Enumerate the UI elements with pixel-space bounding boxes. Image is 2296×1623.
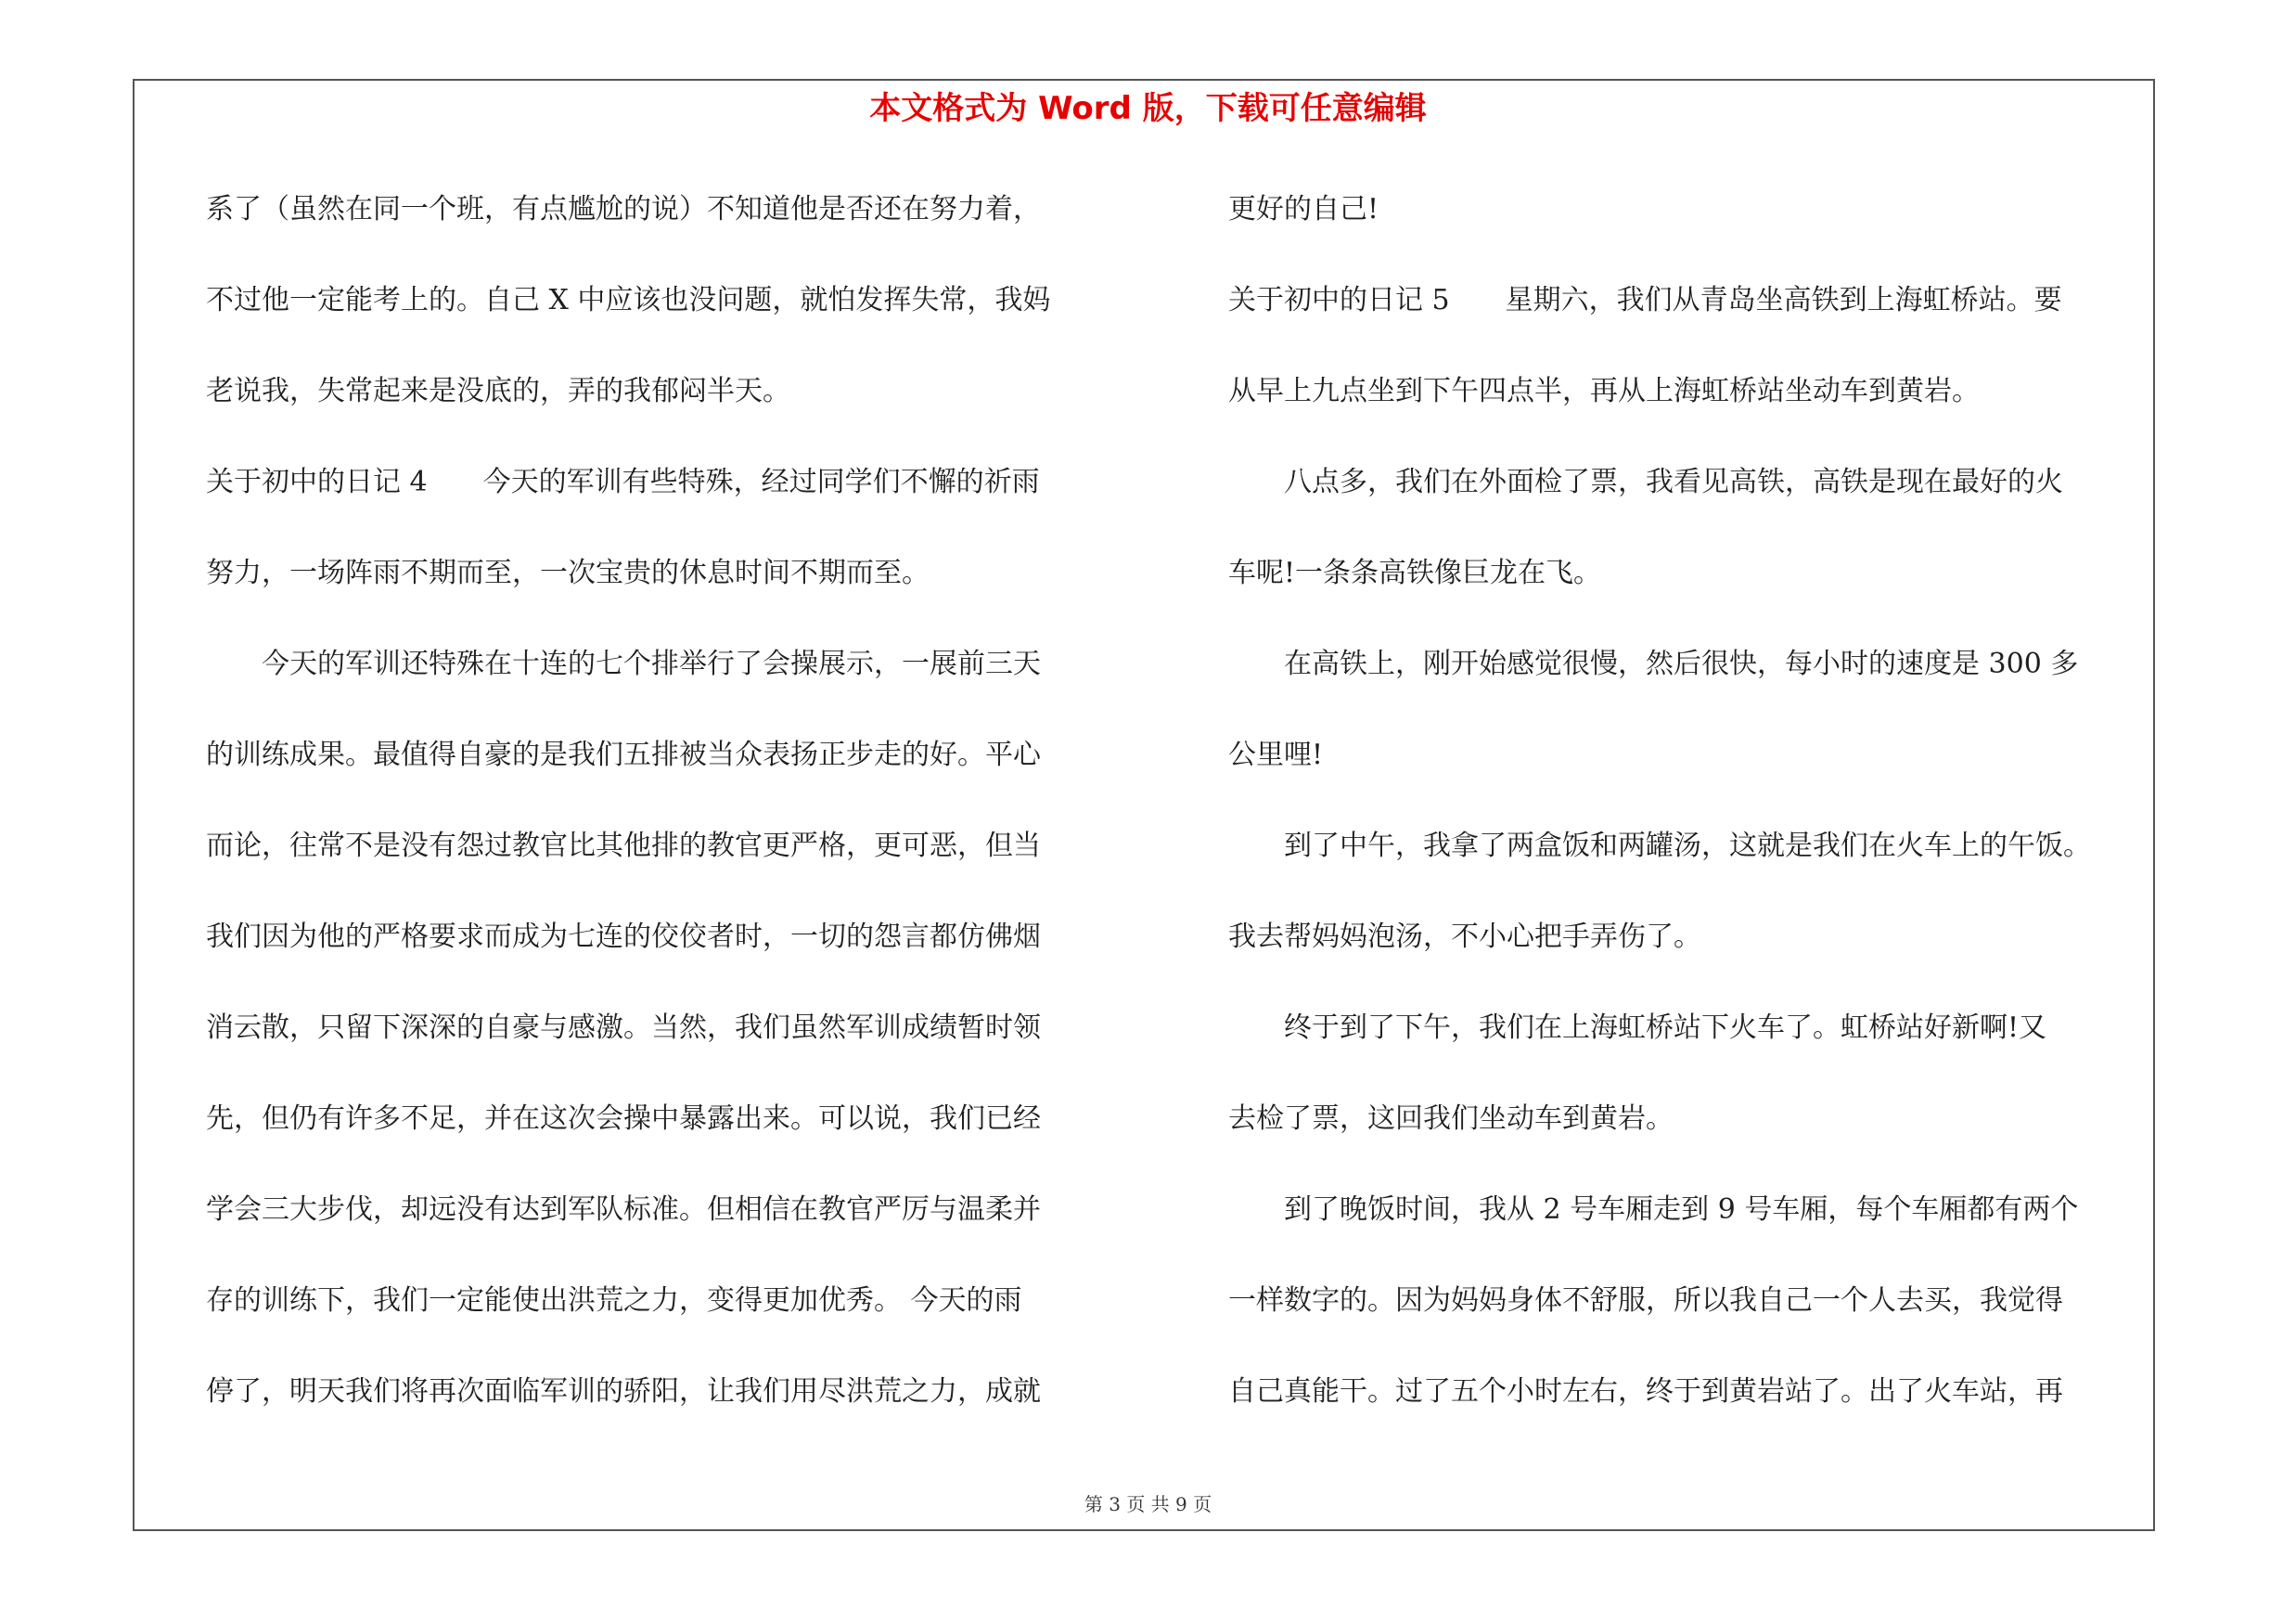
text-line: 更好的自己! — [1228, 193, 1379, 225]
text-line: 从早上九点坐到下午四点半，再从上海虹桥站坐动车到黄岩。 — [1228, 375, 1980, 407]
text-line: 我去帮妈妈泡汤，不小心把手弄伤了。 — [1228, 921, 1701, 953]
text-line: 不过他一定能考上的。自己 X 中应该也没问题，就怕发挥失常，我妈 — [206, 284, 1051, 316]
section-heading-line: 关于初中的日记 4 今天的军训有些特殊，经过同学们不懈的祈雨 — [206, 466, 1040, 498]
text-line: 停了，明天我们将再次面临军训的骄阳，让我们用尽洪荒之力，成就 — [206, 1375, 1041, 1408]
text-line: 去检了票，这回我们坐动车到黄岩。 — [1228, 1102, 1674, 1135]
text-line: 存的训练下，我们一定能使出洪荒之力，变得更加优秀。 今天的雨 — [206, 1284, 1022, 1317]
text-line: 学会三大步伐，却远没有达到军队标准。但相信在教官严厉与温柔并 — [206, 1193, 1041, 1226]
page-number-footer: 第 3 页 共 9 页 — [1084, 1493, 1212, 1515]
text-line: 系了（虽然在同一个班，有点尴尬的说）不知道他是否还在努力着， — [206, 193, 1041, 225]
text-line: 的训练成果。最值得自豪的是我们五排被当众表扬正步走的好。平心 — [206, 739, 1041, 771]
text-line: 车呢!一条条高铁像巨龙在飞。 — [1228, 557, 1602, 589]
section-heading-line: 关于初中的日记 5 星期六，我们从青岛坐高铁到上海虹桥站。要 — [1228, 284, 2062, 316]
text-line: 公里哩! — [1228, 739, 1324, 771]
text-line: 先，但仍有许多不足，并在这次会操中暴露出来。可以说，我们已经 — [206, 1102, 1041, 1135]
text-line: 而论，往常不是没有怨过教官比其他排的教官更严格，更可恶，但当 — [206, 830, 1041, 862]
text-line: 我们因为他的严格要求而成为七连的佼佼者时，一切的怨言都仿佛烟 — [206, 921, 1041, 953]
text-line: 八点多，我们在外面检了票，我看见高铁，高铁是现在最好的火 — [1228, 466, 2063, 498]
text-line: 一样数字的。因为妈妈身体不舒服，所以我自己一个人去买，我觉得 — [1228, 1284, 2063, 1317]
text-line: 自己真能干。过了五个小时左右，终于到黄岩站了。出了火车站，再 — [1228, 1375, 2063, 1408]
text-line: 终于到了下午，我们在上海虹桥站下火车了。虹桥站好新啊!又 — [1228, 1011, 2047, 1044]
text-line: 消云散，只留下深深的自豪与感激。当然，我们虽然军训成绩暂时领 — [206, 1011, 1041, 1044]
text-line: 今天的军训还特殊在十连的七个排举行了会操展示，一展前三天 — [206, 648, 1041, 680]
text-line: 努力，一场阵雨不期而至，一次宝贵的休息时间不期而至。 — [206, 557, 930, 589]
text-line: 到了中午，我拿了两盒饭和两罐汤，这就是我们在火车上的午饭。 — [1228, 830, 2091, 862]
text-line: 老说我，失常起来是没底的，弄的我郁闷半天。 — [206, 375, 790, 407]
text-line: 在高铁上，刚开始感觉很慢，然后很快，每小时的速度是 300 多 — [1228, 648, 2079, 680]
text-line: 到了晚饭时间，我从 2 号车厢走到 9 号车厢，每个车厢都有两个 — [1228, 1193, 2079, 1226]
header-banner: 本文格式为 Word 版，下载可任意编辑 — [869, 90, 1427, 127]
